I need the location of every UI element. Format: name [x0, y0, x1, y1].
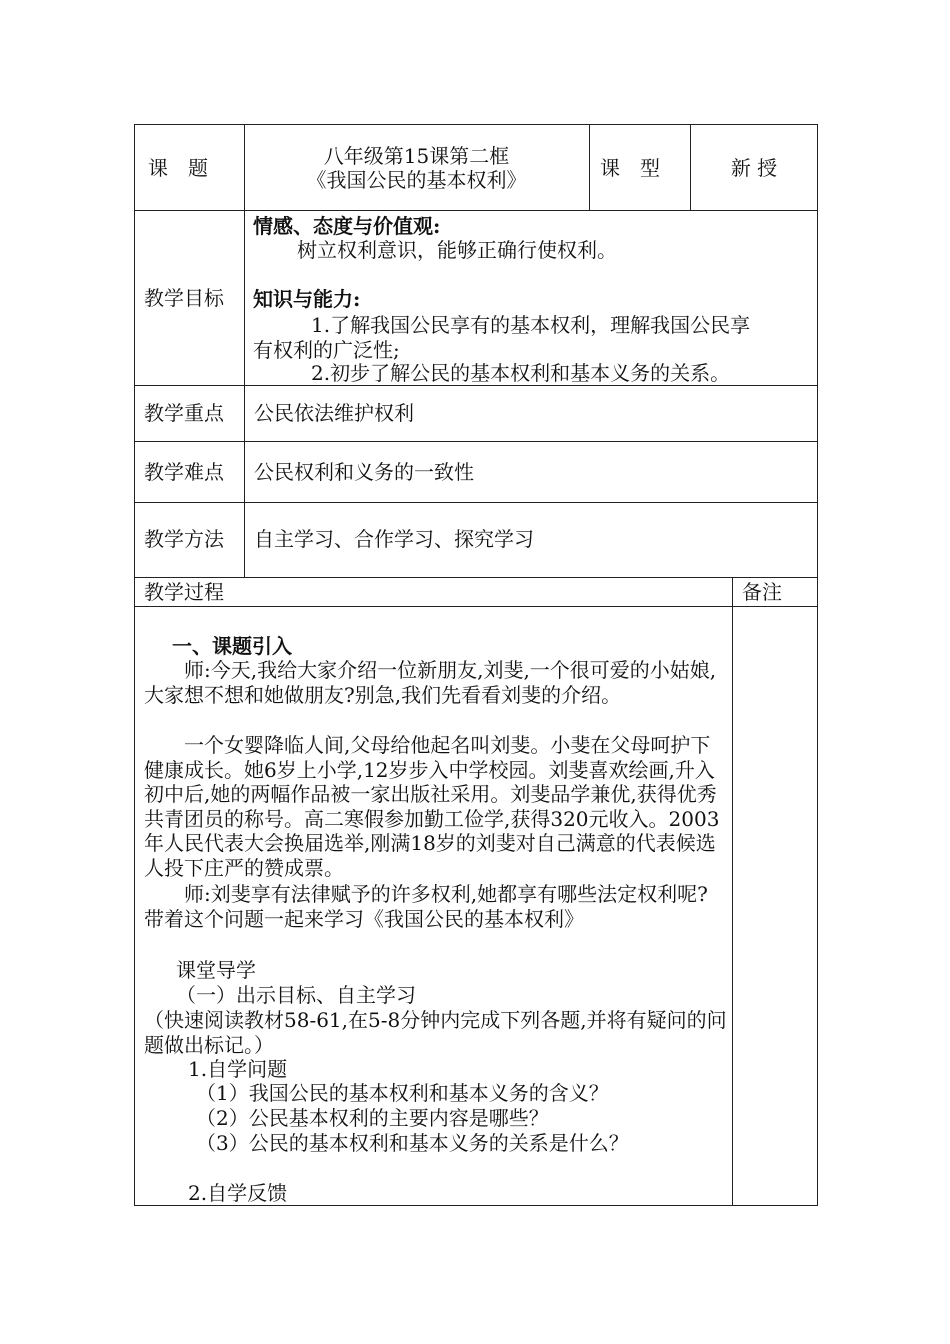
row-divider: [134, 385, 818, 386]
topic-line2: 《我国公民的基本权利》: [306, 168, 527, 192]
row-divider: [134, 441, 818, 442]
intro-paragraph-1: 师:今天,我给大家介绍一位新朋友,刘斐,一个很可爱的小姑娘,大家想不想和她做朋友?别急,我们先看看刘斐的介绍。: [144, 658, 717, 707]
attitude-text: 树立权利意识，能够正确行使权利。: [297, 238, 617, 262]
reading-instruction: （快速阅读教材58-61,在5-8分钟内完成下列各题,并将有疑问的问题做出标记。）: [144, 1008, 727, 1057]
difficulty-value: 公民权利和义务的一致性: [254, 460, 474, 484]
topic-label: 课 题: [148, 156, 208, 180]
attitude-heading: 情感、态度与价值观:: [253, 214, 441, 238]
process-label: 教学过程: [144, 580, 224, 604]
key-point-value: 公民依法维护权利: [254, 401, 414, 425]
row-divider: [134, 606, 818, 607]
knowledge-item2: 2.初步了解公民的基本权利和基本义务的关系。: [311, 361, 731, 385]
questions-heading: 1.自学问题: [188, 1057, 288, 1081]
intro-paragraph-2: 一个女婴降临人间,父母给他起名叫刘斐。小斐在父母呵护下健康成长。她6岁上小学,12岁步入中学校园。刘斐喜欢绘画,升入初中后,她的两幅作品被一家出版社采用。刘斐品学兼优,获得优秀共青团员的称号。高二寒假参加勤工俭学,获得320元收入。2003年人民代表大会换届选举,刚满18岁的刘斐对自己满意的代表候选人投下庄严的赞成票。: [144, 733, 720, 880]
question-3: （3）公民的基本权利和基本义务的关系是什么？: [196, 1131, 629, 1155]
guide-heading: 课堂导学: [176, 958, 256, 982]
column-divider: [732, 577, 733, 1206]
knowledge-item1-line2: 有权利的广泛性;: [253, 338, 400, 362]
row-divider: [134, 577, 818, 578]
row-divider: [134, 210, 818, 211]
intro-paragraph-3: 师:刘斐享有法律赋予的许多权利,她都享有哪些法定权利呢?带着这个问题一起来学习《我国公民的基本权利》: [144, 882, 708, 931]
method-label: 教学方法: [144, 527, 224, 551]
question-1: （1）我国公民的基本权利和基本义务的含义？: [196, 1081, 609, 1105]
section1-heading: 一、课题引入: [172, 634, 292, 658]
row-divider: [134, 502, 818, 503]
question-2: （2）公民基本权利的主要内容是哪些？: [196, 1106, 549, 1130]
notes-label: 备注: [742, 580, 782, 604]
topic-line1: 八年级第15课第二框: [323, 144, 510, 168]
knowledge-item1-line1: 1.了解我国公民享有的基本权利，理解我国公民享: [311, 313, 751, 337]
feedback-heading: 2.自学反馈: [188, 1181, 288, 1205]
key-point-label: 教学重点: [144, 401, 224, 425]
column-divider: [589, 124, 590, 210]
sub-heading-1: （一）出示目标、自主学习: [176, 983, 416, 1007]
knowledge-heading: 知识与能力:: [253, 287, 361, 311]
objectives-label: 教学目标: [144, 286, 224, 310]
method-value: 自主学习、合作学习、探究学习: [254, 527, 534, 551]
difficulty-label: 教学难点: [144, 460, 224, 484]
type-value: 新 授: [730, 156, 778, 180]
type-label: 课 型: [600, 156, 660, 180]
